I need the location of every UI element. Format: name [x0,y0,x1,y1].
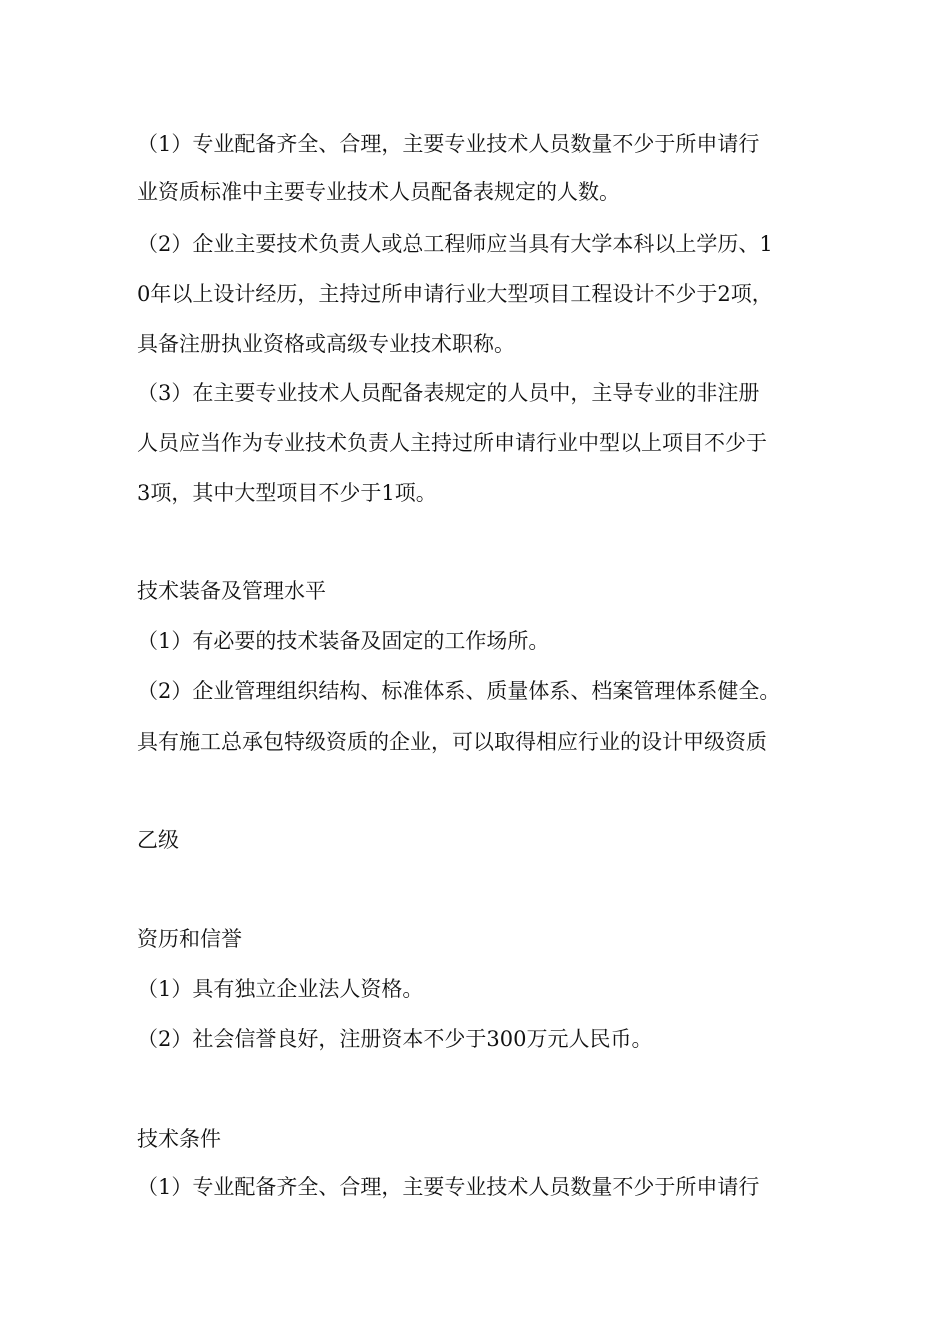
paragraph-line: 人员应当作为专业技术负责人主持过所申请行业中型以上项目不少于 [137,431,767,455]
section-heading: 资历和信誉 [137,927,242,951]
paragraph-line: （1）具有独立企业法人资格。 [137,977,424,1001]
paragraph-line: 具有施工总承包特级资质的企业，可以取得相应行业的设计甲级资质 [137,730,767,754]
paragraph-line: （1）专业配备齐全、合理，主要专业技术人员数量不少于所申请行 [137,132,760,156]
section-heading: 技术装备及管理水平 [137,579,326,603]
paragraph-line: 3项，其中大型项目不少于1项。 [137,481,437,505]
paragraph-line: （2）企业管理组织结构、标准体系、质量体系、档案管理体系健全。 [137,679,781,703]
paragraph-line: （1）有必要的技术装备及固定的工作场所。 [137,629,550,653]
paragraph-line: 具备注册执业资格或高级专业技术职称。 [137,332,515,356]
paragraph-line: 业资质标准中主要专业技术人员配备表规定的人数。 [137,180,620,204]
paragraph-line: （2）企业主要技术负责人或总工程师应当具有大学本科以上学历、1 [137,232,773,256]
paragraph-line: （3）在主要专业技术人员配备表规定的人员中，主导专业的非注册 [137,381,760,405]
grade-heading: 乙级 [137,828,179,852]
paragraph-line: 0年以上设计经历，主持过所申请行业大型项目工程设计不少于2项， [137,282,773,306]
paragraph-line: （1）专业配备齐全、合理，主要专业技术人员数量不少于所申请行 [137,1175,760,1199]
section-heading: 技术条件 [137,1127,221,1151]
paragraph-line: （2）社会信誉良好，注册资本不少于300万元人民币。 [137,1027,653,1051]
